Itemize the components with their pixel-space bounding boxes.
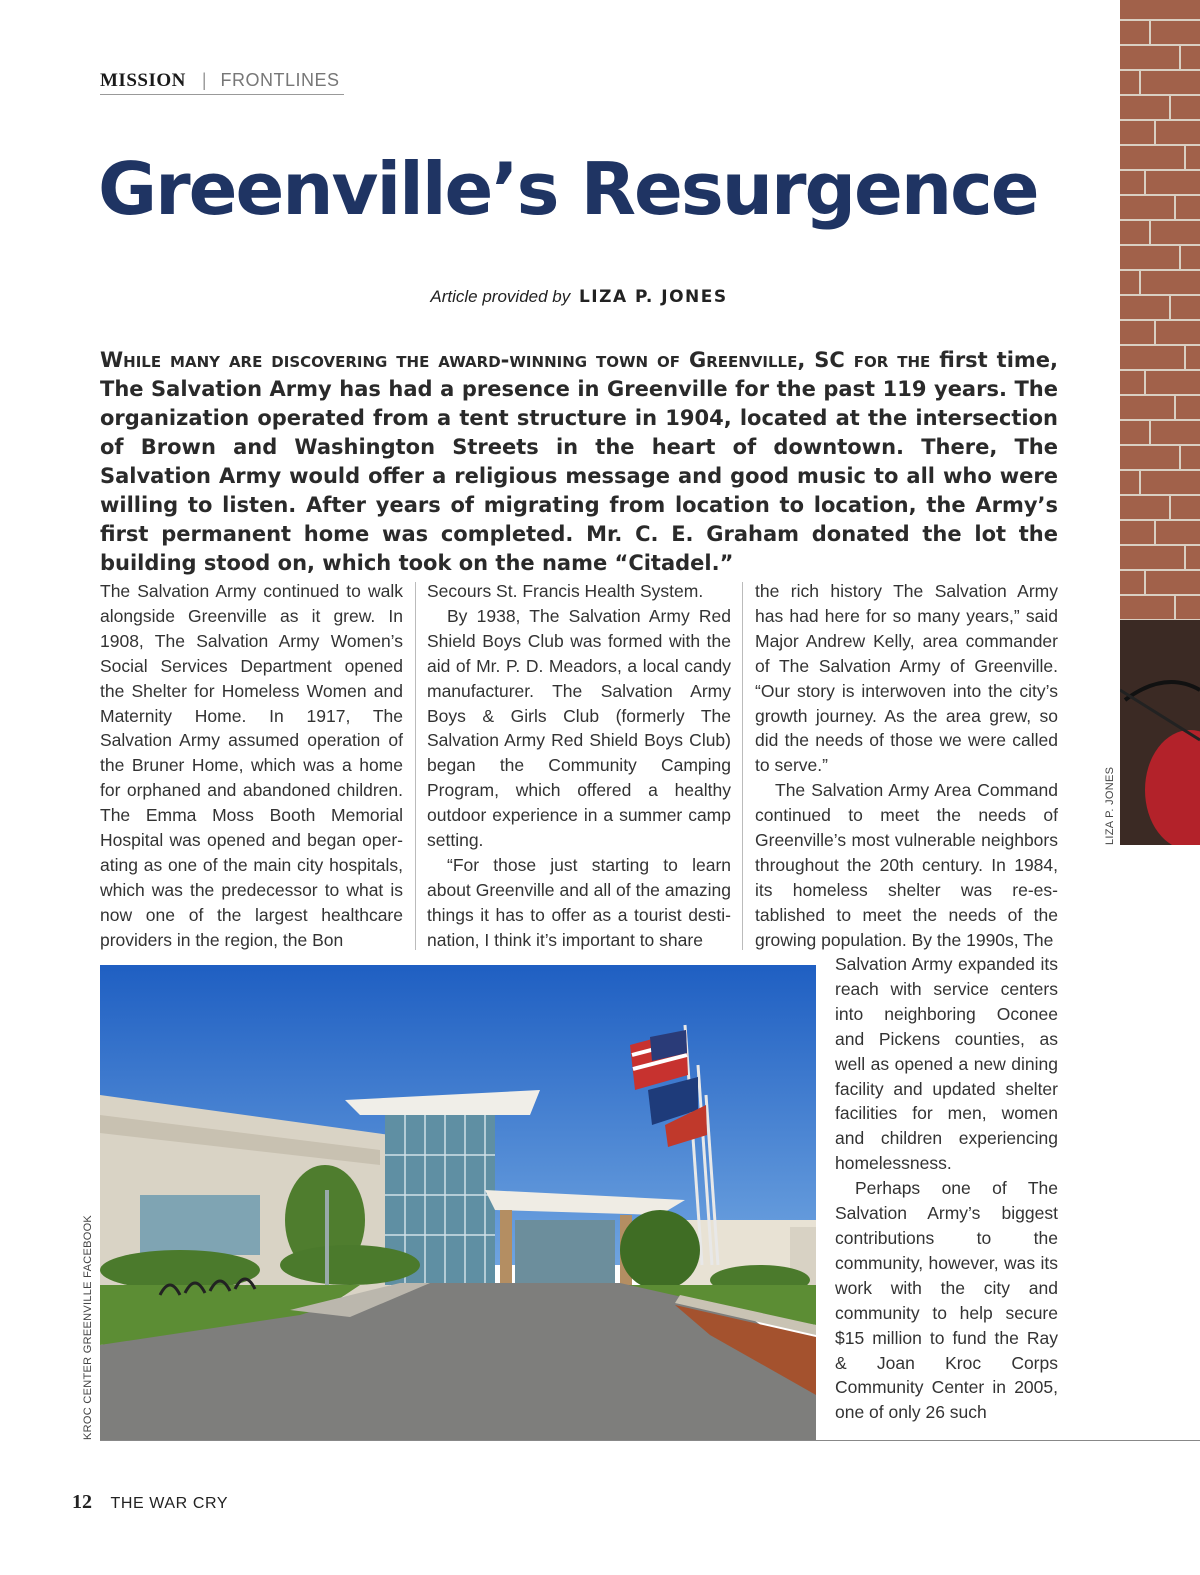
column-2-paragraph: “For those just starting to learn about Greenville and all of the amazing things it has to offer as a tourist destination, I think it’s important to share [427,854,731,950]
photo-credit: KROC CENTER GREENVILLE FACEBOOK [82,1214,94,1440]
page-number: 12 [72,1491,92,1513]
photo-rule [100,1440,1200,1441]
subsection-label: FRONTLINES [220,70,340,90]
section-header [100,70,350,96]
column-3-paragraph: the rich history The Salvation Army has had here for so many years,” said Major Andrew Kelly, area commander of The Salvation Army of Greenville. “Our story is interwoven into the city’s growth journey. As the area grew, so did the needs of those we were called to serve.” [755,581,1058,776]
kroc-center-photo [100,965,816,1440]
byline-prefix: Article provided by [430,287,571,306]
side-photo-credit: LIZA P. JONES [1104,766,1116,845]
page-footer [72,1491,228,1514]
lead-text: first time, The Salvation Army has had a presence in Greenville for the past 119 years. The organization operated from a tent structure in 1904, located at the intersection of Brown and Washington Streets in the heart of downtown. There, The Salvation Army would offer a religious message and good music to all who were willing to listen. After years of migrating from location to location, the Army’s first permanent home was completed. Mr. C. E. Graham donated the lot the building stood on, which took on the name “Citadel.” [100,348,1058,575]
column-2-paragraph: By 1938, The Salvation Army Red Shield Boys Club was formed with the aid of Mr. P. D. Meadors, a local candy manufacturer. The Salvation Army Boys & Girls Club (formerly The Salvation Army Red Shield Boys Club) began the Community Camping Program, which offered a healthy outdoor experience in a summer camp setting. [427,605,731,851]
column-divider [742,582,743,950]
column-divider [415,582,416,950]
header-rule [100,94,344,95]
article-title: Greenville’s Resurgence [98,147,1038,231]
magazine-name: THE WAR CRY [110,1495,229,1512]
section-label: MISSION [100,70,186,91]
column-3-paragraph: Salvation Army expanded its reach with service centers into neighboring Oconee and Pickens counties, as well as opened a new dining facility and updated shelter facilities for men, women and children experiencing homelessness. [835,954,1058,1174]
section-separator: | [201,70,207,90]
column-1 [100,579,403,953]
brick-wall-photo [1120,0,1200,845]
column-2-paragraph: Secours St. Francis Health System. [427,581,704,601]
byline [0,287,1158,307]
lead-paragraph [100,346,1058,578]
column-3-paragraph: The Salvation Army Area Command continued to meet the needs of Greenville’s most vulnerable neighbors throughout the 20th century. In 1984, its homeless shelter was re-established to meet the needs of the growing population. By the 1990s, The [755,780,1058,950]
column-3-paragraph: Perhaps one of The Salvation Army’s biggest contributions to the community, however, was its work with the city and community to help secure $15 million to fund the Ray & Joan Kroc Corps Community Center in 2005, one of only 26 such [835,1178,1058,1423]
column-2 [427,579,731,953]
lead-smallcaps: While many are discovering the award-winning town of Greenville, SC for the [100,348,931,372]
column-1-text: The Salvation Army continued to walk alongside Greenville as it grew. In 1908, The Salvation Army Women’s Social Services Department opened the Shelter for Homeless Women and Maternity Home. In 1917, The Salvation Army assumed operation of the Bruner Home, which was a home for orphaned and abandoned children. The Emma Moss Booth Memorial Hospital was opened and began operating as one of the main city hospitals, which was the predecessor to what is now one of the largest healthcare providers in the region, the Bon [100,581,403,950]
byline-author: LIZA P. JONES [578,287,728,307]
column-3 [755,579,1058,953]
column-3-continued [835,952,1058,1425]
